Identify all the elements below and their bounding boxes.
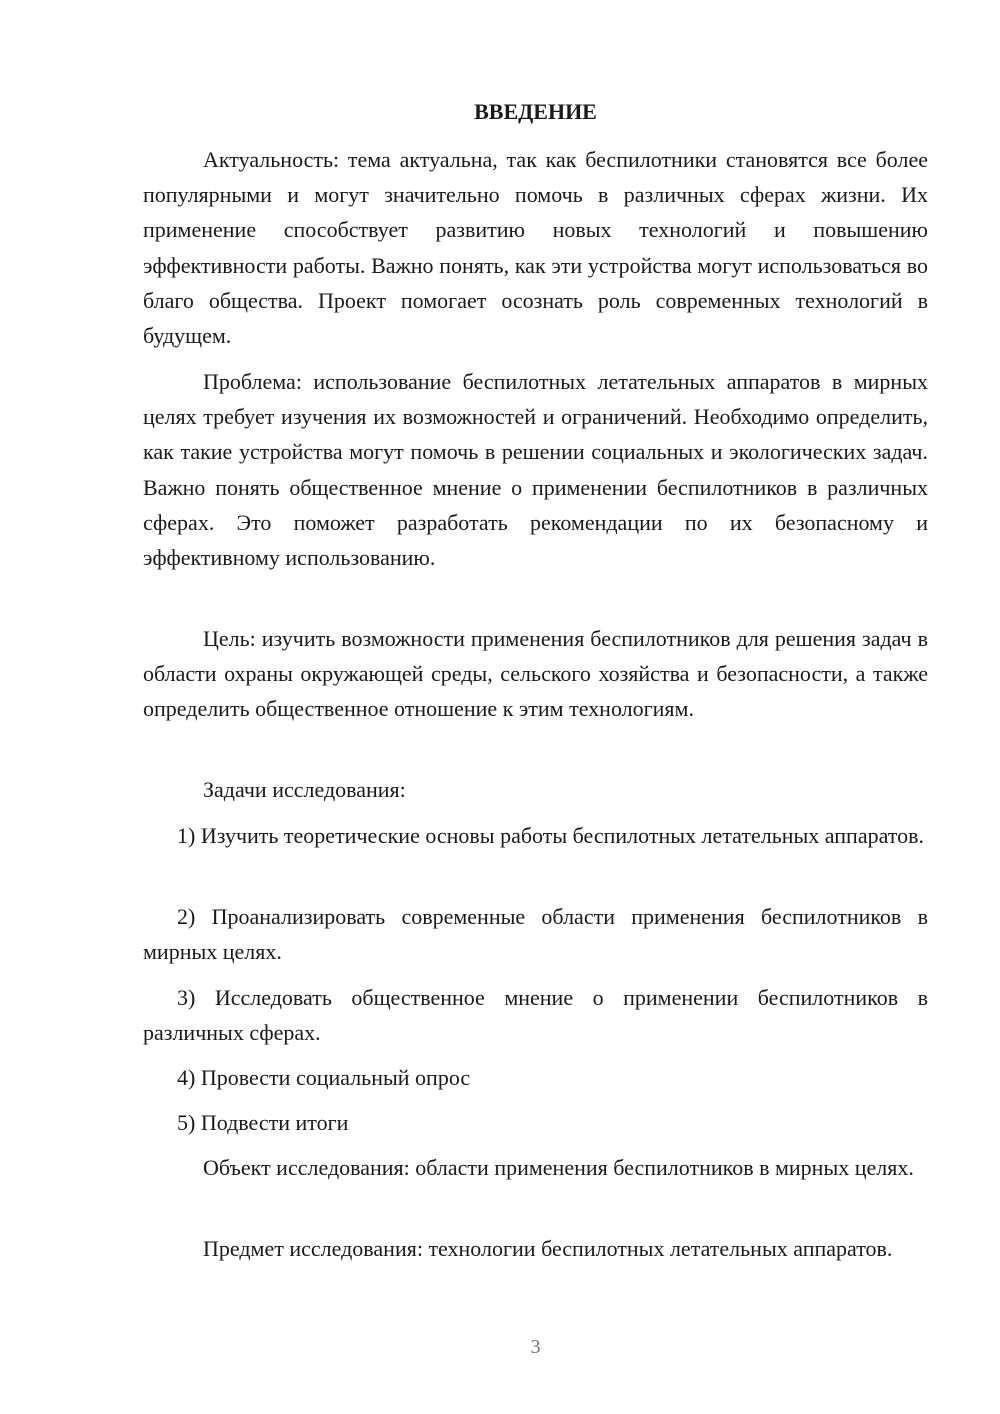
research-subject-paragraph: Предмет исследования: технологии беспилотных летательных аппаратов. — [203, 1236, 893, 1261]
relevance-paragraph: Актуальность: тема актуальна, так как беспилотники становятся все более популярными и могут значительно помочь в различных сферах жизни. Их применение способствует развитию новых технологий и повышению эффективности работы. Важно понять, как эти устройства могут использоваться во благо общества. Проект помогает осознать роль современных технологий в будущем. — [143, 147, 928, 349]
task-item-5: 5) Подвести итоги — [177, 1110, 349, 1135]
goal-paragraph: Цель: изучить возможности применения беспилотников для решения задач в области охраны окружающей среды, сельского хозяйства и безопасности, а также определить общественное отношение к этим технологиям. — [143, 626, 928, 722]
research-object-paragraph: Объект исследования: области применения беспилотников в мирных целях. — [203, 1155, 914, 1180]
task-item-2: 2) Проанализировать современные области применения беспилотников в мирных целях. — [143, 904, 928, 965]
task-item-3: 3) Исследовать общественное мнение о применении беспилотников в различных сферах. — [143, 985, 928, 1046]
section-heading: ВВЕДЕНИЕ — [474, 99, 597, 124]
tasks-heading: Задачи исследования: — [203, 777, 406, 802]
problem-paragraph: Проблема: использование беспилотных летательных аппаратов в мирных целях требует изучения их возможностей и ограничений. Необходимо определить, как такие устройства могут помочь в решении социальных и экологических задач. Важно понять общественное мнение о применении беспилотников в различных сферах. Это поможет разработать рекомендации по их безопасному и эффективному использованию. — [143, 369, 928, 571]
task-item-1: 1) Изучить теоретические основы работы беспилотных летательных аппаратов. — [177, 823, 924, 848]
page-number: 3 — [530, 1336, 541, 1358]
task-item-4: 4) Провести социальный опрос — [177, 1065, 471, 1090]
